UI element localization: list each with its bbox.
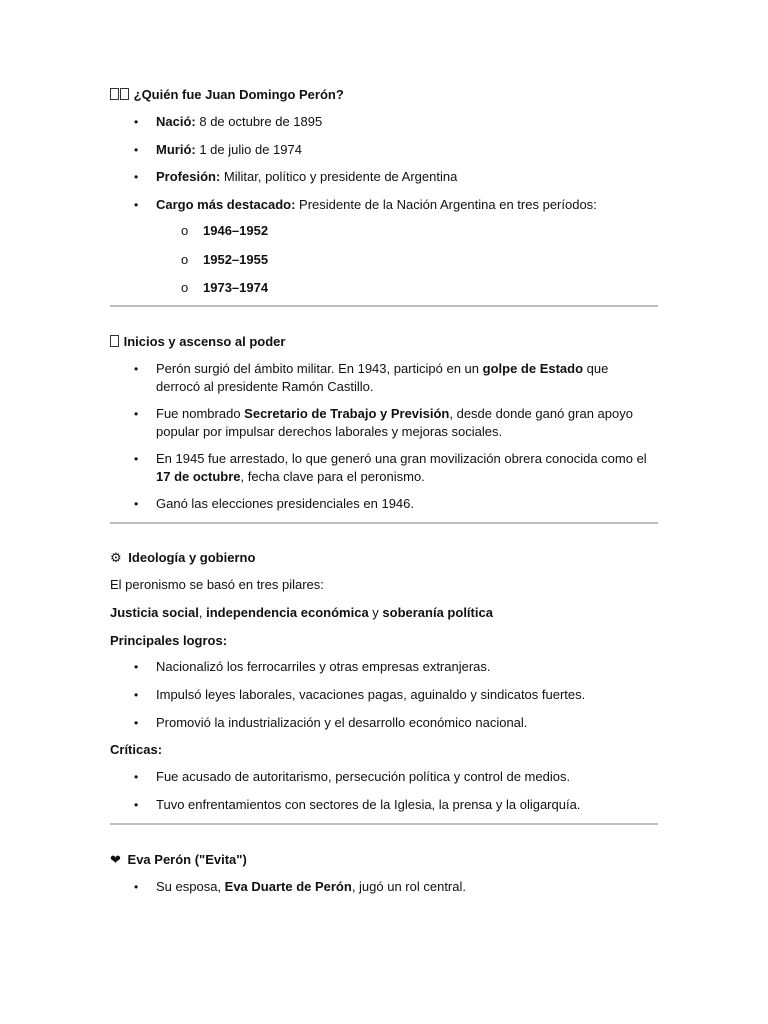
list-item: • Cargo más destacado: Presidente de la Nación Argentina en tres períodos: <box>134 197 597 212</box>
sub-list-item: o 1946–1952 <box>181 223 269 238</box>
divider <box>110 823 658 825</box>
building-icon <box>110 335 119 347</box>
list-item: • Su esposa, Eva Duarte de Perón, jugó un rol central. <box>134 879 466 894</box>
list-item: • Tuvo enfrentamientos con sectores de la Iglesia, la prensa y la oligarquía. <box>134 797 581 812</box>
list-item: • Profesión: Militar, político y presidente de Argentina <box>134 169 458 184</box>
section-title-ideologia: ⚙ Ideología y gobierno <box>110 550 256 565</box>
list-item: • Nació: 8 de octubre de 1895 <box>134 114 323 129</box>
pillars-line: Justicia social, independencia económica y soberanía política <box>110 605 493 620</box>
list-item: • Nacionalizó los ferrocarriles y otras empresas extranjeras. <box>134 659 491 674</box>
sub-list-item: o 1952–1955 <box>181 252 269 267</box>
divider <box>110 522 658 524</box>
sub-list-item: o 1973–1974 <box>181 280 269 295</box>
criticas-label: Críticas: <box>110 742 163 757</box>
gear-icon: ⚙ <box>110 550 122 565</box>
section-title-peron: ¿Quién fue Juan Domingo Perón? <box>110 87 344 102</box>
section-title-inicios: Inicios y ascenso al poder <box>110 334 285 349</box>
list-item: • Impulsó leyes laborales, vacaciones pagas, aguinaldo y sindicatos fuertes. <box>134 687 586 702</box>
list-item: • Perón surgió del ámbito militar. En 1943, participó en un golpe de Estado que derrocó al presidente Ramón Castillo. <box>134 361 609 394</box>
flag-icon <box>110 87 130 102</box>
list-item: • Promovió la industrialización y el desarrollo económico nacional. <box>134 715 528 730</box>
list-item: • En 1945 fue arrestado, lo que generó una gran movilización obrera conocida como el 17 de octubre, fecha clave para el peronismo. <box>134 451 647 484</box>
list-item: • Fue nombrado Secretario de Trabajo y Previsión, desde donde ganó gran apoyo popular por impulsar derechos laborales y mejoras sociales. <box>134 406 633 439</box>
paragraph: El peronismo se basó en tres pilares: <box>110 577 324 592</box>
list-item: • Ganó las elecciones presidenciales en 1946. <box>134 496 415 511</box>
logros-label: Principales logros: <box>110 633 228 648</box>
list-item: • Fue acusado de autoritarismo, persecución política y control de medios. <box>134 769 571 784</box>
list-item: • Murió: 1 de julio de 1974 <box>134 142 302 157</box>
divider <box>110 305 658 307</box>
heart-icon: ❤ <box>110 852 121 867</box>
section-title-evita: ❤ Eva Perón ("Evita") <box>110 852 247 867</box>
